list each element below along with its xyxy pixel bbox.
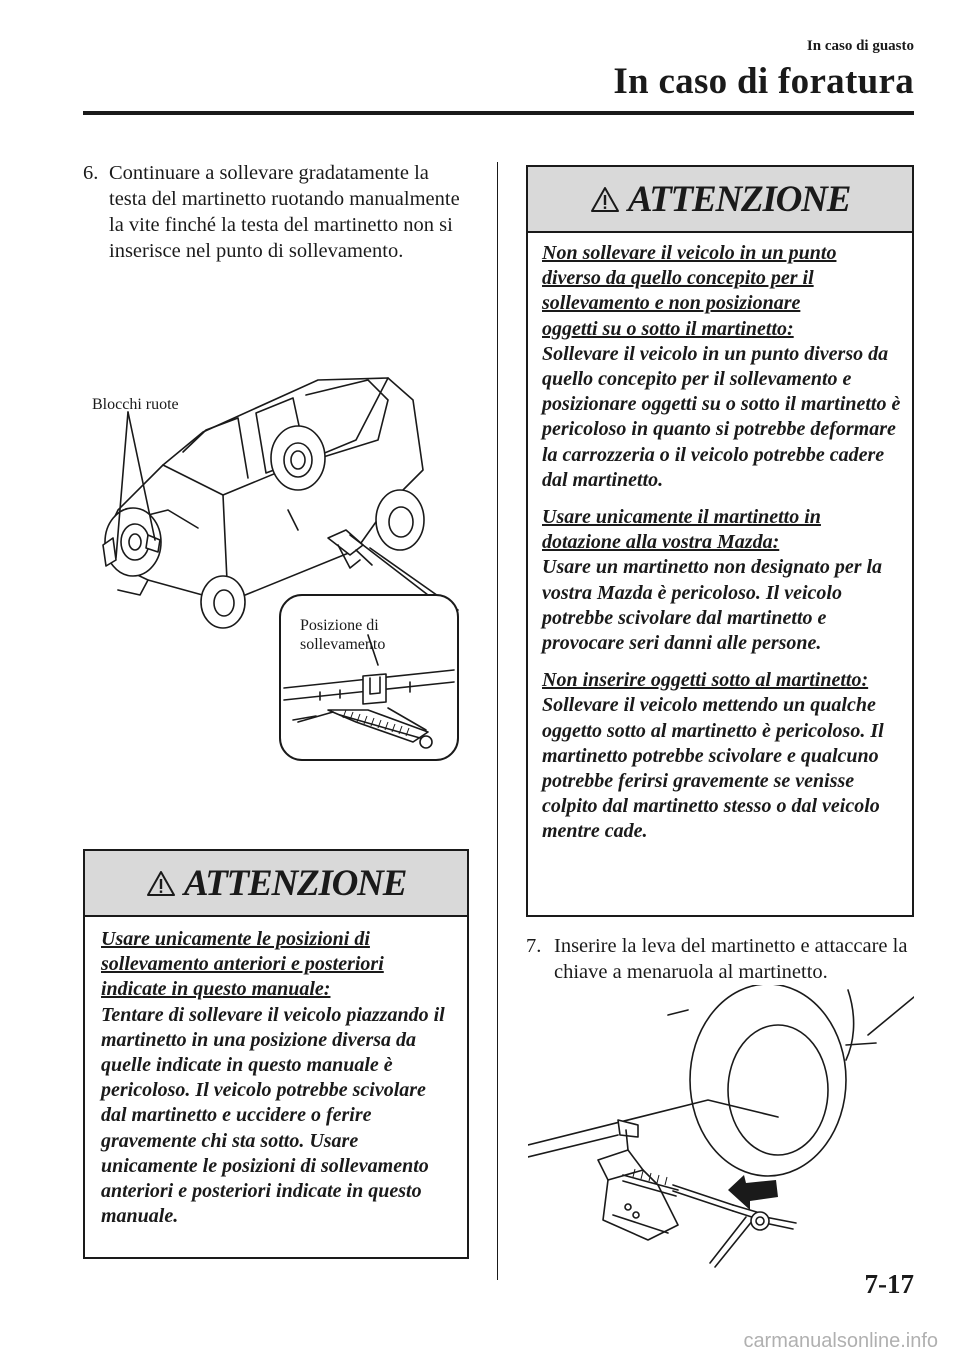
warning-paragraph	[542, 668, 902, 844]
warning-body	[528, 233, 912, 845]
step-6-number: 6.	[83, 162, 99, 184]
warning-triangle-icon	[590, 186, 620, 213]
warning-heading-line: sollevamento e non posizionare	[542, 292, 801, 315]
warning-heading-line: diverso da quello concepito per il	[542, 267, 814, 290]
step-7-number: 7.	[526, 935, 542, 957]
warning-heading-line: oggetti su o sotto il martinetto:	[542, 317, 794, 340]
watermark: carmanualsonline.info	[743, 1330, 938, 1352]
section-title: In caso di guasto	[806, 38, 914, 54]
jack-point-label	[300, 616, 385, 654]
warning-text: Sollevare il veicolo mettendo un qualche oggetto sotto al martinetto è pericoloso. Il martinetto potrebbe scivolare e qualcuno potrebbe ferirsi gravemente se venisse colpito dal martinetto stesso o dal veicolo mentre cade.	[542, 694, 884, 843]
warning-paragraph	[542, 505, 902, 656]
step-6	[83, 160, 468, 264]
step-7-text: Inserire la leva del martinetto e attaccare la chiave a menaruola al martinetto.	[554, 935, 908, 983]
warning-triangle-icon	[146, 870, 176, 897]
warning-heading-line: indicate in questo manuale:	[101, 978, 331, 1001]
warning-box-lift-points	[83, 849, 469, 1259]
warning-text: Tentare di sollevare il veicolo piazzando il martinetto in una posizione diversa da quelle indicate in questo manuale è pericoloso. Il veicolo potrebbe scivolare dal martinetto e uccidere o ferire gravemente chi sta sotto. Usare unicamente le posizioni di sollevamento anteriori e posteriori indicate in questo manuale.	[101, 1003, 445, 1228]
warning-header	[528, 167, 912, 233]
car-jack-illustration	[88, 370, 468, 770]
jack-point-label-line1: Posizione di	[300, 617, 379, 634]
jack-lever-illustration	[528, 985, 914, 1270]
jack-point-label-line2: sollevamento	[300, 636, 386, 653]
page-title: In caso di foratura	[613, 61, 914, 102]
warning-text: Sollevare il veicolo in un punto diverso da quello concepito per il sollevamento e posizionare oggetti su o sotto il martinetto è pericoloso in quanto si potrebbe deformare la carrozzeria o il veicolo potrebbe cadere dal martinetto.	[542, 342, 901, 491]
column-divider	[497, 162, 498, 1280]
warning-label: ATTENZIONE	[627, 178, 851, 220]
warning-heading-line: Non sollevare il veicolo in un punto	[542, 242, 837, 264]
warning-body	[85, 917, 467, 1229]
warning-paragraph	[101, 927, 455, 1229]
header-divider	[83, 111, 914, 115]
warning-paragraph	[542, 241, 902, 493]
warning-header	[85, 851, 467, 917]
warning-label: ATTENZIONE	[183, 862, 407, 904]
warning-heading-line: Usare unicamente il martinetto in	[542, 506, 821, 529]
step-7	[526, 933, 921, 985]
step-6-text: Continuare a sollevare gradatamente la testa del martinetto ruotando manualmente la vite finché la testa del martinetto non si inserisce nel punto di sollevamento.	[109, 162, 460, 262]
warning-text: Usare un martinetto non designato per la vostra Mazda è pericoloso. Il veicolo potrebbe scivolare dal martinetto e provocare seri danni alle persone.	[542, 556, 883, 655]
warning-heading-line: dotazione alla vostra Mazda:	[542, 531, 780, 554]
warning-heading-line: sollevamento anteriori e posteriori	[101, 953, 384, 976]
warning-heading-line: Non inserire oggetti sotto al martinetto:	[542, 669, 869, 692]
warning-box-jack-safety	[526, 165, 914, 917]
insertion-arrow-icon	[728, 1175, 778, 1210]
page-number: 7-17	[864, 1269, 914, 1299]
warning-heading-line: Usare unicamente le posizioni di	[101, 928, 370, 950]
wheel-blocks-label: Blocchi ruote	[92, 396, 179, 413]
